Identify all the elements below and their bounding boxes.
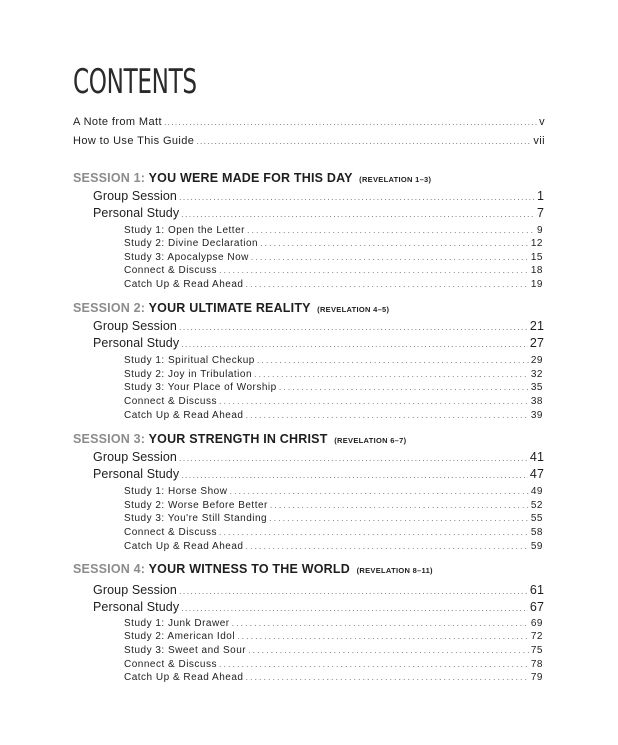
dot-leader bbox=[245, 279, 528, 290]
entry-page: 75 bbox=[530, 645, 543, 656]
toc-entry-study[interactable] bbox=[124, 369, 543, 380]
toc-entry-study[interactable] bbox=[124, 225, 543, 236]
entry-page: v bbox=[539, 116, 545, 128]
session-title: YOUR WITNESS TO THE WORLD bbox=[148, 562, 350, 576]
dot-leader bbox=[219, 659, 529, 670]
entry-page: 7 bbox=[536, 206, 544, 220]
entry-label: How to Use This Guide bbox=[73, 135, 195, 147]
entry-label: Personal Study bbox=[93, 336, 180, 350]
dot-leader bbox=[260, 238, 529, 249]
dot-leader bbox=[179, 450, 528, 464]
entry-label: Group Session bbox=[93, 450, 177, 464]
entry-page: 1 bbox=[536, 189, 544, 203]
toc-entry-study[interactable] bbox=[124, 410, 543, 421]
toc-entry-study[interactable] bbox=[124, 382, 543, 393]
session-reference: (REVELATION 8–11) bbox=[356, 566, 433, 575]
entry-label: Study 1: Junk Drawer bbox=[124, 618, 230, 629]
entry-label: Personal Study bbox=[93, 206, 180, 220]
dot-leader bbox=[247, 225, 535, 236]
entry-page: 55 bbox=[530, 513, 543, 524]
entry-page: 61 bbox=[529, 583, 544, 597]
session-number: SESSION 3: bbox=[73, 432, 146, 446]
dot-leader bbox=[245, 410, 528, 421]
entry-page: 18 bbox=[530, 265, 543, 276]
session-heading[interactable] bbox=[73, 171, 431, 185]
toc-entry-study[interactable] bbox=[124, 672, 543, 683]
entry-page: 69 bbox=[530, 618, 543, 629]
entry-page: 79 bbox=[530, 672, 543, 683]
entry-page: 72 bbox=[530, 631, 543, 642]
toc-entry-study[interactable] bbox=[124, 631, 543, 642]
entry-page: 32 bbox=[530, 369, 543, 380]
dot-leader bbox=[219, 265, 529, 276]
entry-label: Study 2: American Idol bbox=[124, 631, 236, 642]
entry-label: Study 2: Joy in Tribulation bbox=[124, 369, 253, 380]
entry-label: Connect & Discuss bbox=[124, 659, 217, 670]
toc-entry-study[interactable] bbox=[124, 252, 543, 263]
dot-leader bbox=[164, 116, 537, 128]
dot-leader bbox=[219, 527, 529, 538]
toc-entry-study[interactable] bbox=[124, 541, 543, 552]
dot-leader bbox=[279, 382, 529, 393]
entry-page: 19 bbox=[530, 279, 543, 290]
entry-page: 47 bbox=[529, 467, 544, 481]
entry-page: 67 bbox=[529, 600, 544, 614]
dot-leader bbox=[270, 500, 529, 511]
toc-entry-personal-study[interactable] bbox=[93, 336, 544, 350]
toc-entry-study[interactable] bbox=[124, 659, 543, 670]
entry-page: 52 bbox=[530, 500, 543, 511]
toc-entry-group-session[interactable] bbox=[93, 450, 544, 464]
entry-label: Catch Up & Read Ahead bbox=[124, 410, 244, 421]
toc-entry-study[interactable] bbox=[124, 513, 543, 524]
session-number: SESSION 1: bbox=[73, 171, 146, 185]
dot-leader bbox=[248, 645, 529, 656]
entry-label: Study 3: Sweet and Sour bbox=[124, 645, 247, 656]
entry-label: Personal Study bbox=[93, 600, 180, 614]
session-number: SESSION 2: bbox=[73, 301, 146, 315]
toc-entry-study[interactable] bbox=[124, 486, 543, 497]
toc-entry-group-session[interactable] bbox=[93, 319, 544, 333]
entry-label: Catch Up & Read Ahead bbox=[124, 672, 244, 683]
entry-label: Personal Study bbox=[93, 467, 180, 481]
entry-page: 49 bbox=[530, 486, 543, 497]
dot-leader bbox=[179, 189, 535, 203]
toc-entry-study[interactable] bbox=[124, 527, 543, 538]
entry-page: 29 bbox=[530, 355, 543, 366]
toc-entry-group-session[interactable] bbox=[93, 583, 544, 597]
session-reference: (REVELATION 6–7) bbox=[334, 436, 407, 445]
toc-entry-note-from-matt[interactable] bbox=[73, 116, 545, 128]
entry-page: 12 bbox=[530, 238, 543, 249]
dot-leader bbox=[229, 486, 528, 497]
session-heading[interactable] bbox=[73, 562, 433, 576]
dot-leader bbox=[179, 583, 528, 597]
entry-label: Catch Up & Read Ahead bbox=[124, 541, 244, 552]
entry-label: Catch Up & Read Ahead bbox=[124, 279, 244, 290]
toc-entry-study[interactable] bbox=[124, 645, 543, 656]
dot-leader bbox=[179, 319, 528, 333]
toc-entry-study[interactable] bbox=[124, 618, 543, 629]
dot-leader bbox=[245, 541, 528, 552]
session-title: YOUR ULTIMATE REALITY bbox=[148, 301, 311, 315]
entry-page: vii bbox=[533, 135, 545, 147]
page-title: CONTENTS bbox=[73, 62, 197, 102]
dot-leader bbox=[196, 135, 531, 147]
entry-label: Study 3: You're Still Standing bbox=[124, 513, 268, 524]
entry-page: 38 bbox=[530, 396, 543, 407]
toc-entry-group-session[interactable] bbox=[93, 189, 544, 203]
dot-leader bbox=[181, 467, 528, 481]
toc-entry-study[interactable] bbox=[124, 355, 543, 366]
entry-label: Group Session bbox=[93, 319, 177, 333]
entry-label: A Note from Matt bbox=[73, 116, 162, 128]
dot-leader bbox=[269, 513, 529, 524]
entry-page: 58 bbox=[530, 527, 543, 538]
entry-page: 39 bbox=[530, 410, 543, 421]
toc-entry-study[interactable] bbox=[124, 396, 543, 407]
entry-page: 35 bbox=[530, 382, 543, 393]
dot-leader bbox=[245, 672, 528, 683]
toc-entry-personal-study[interactable] bbox=[93, 600, 544, 614]
toc-entry-how-to-use[interactable] bbox=[73, 135, 545, 147]
session-reference: (REVELATION 1–3) bbox=[359, 175, 432, 184]
entry-label: Group Session bbox=[93, 583, 177, 597]
entry-label: Study 2: Worse Before Better bbox=[124, 500, 268, 511]
entry-label: Connect & Discuss bbox=[124, 396, 217, 407]
dot-leader bbox=[232, 618, 529, 629]
dot-leader bbox=[254, 369, 529, 380]
dot-leader bbox=[181, 206, 535, 220]
entry-label: Study 3: Apocalypse Now bbox=[124, 252, 249, 263]
toc-entry-study[interactable] bbox=[124, 238, 543, 249]
dot-leader bbox=[219, 396, 529, 407]
entry-page: 21 bbox=[529, 319, 544, 333]
dot-leader bbox=[181, 600, 528, 614]
entry-page: 41 bbox=[529, 450, 544, 464]
session-number: SESSION 4: bbox=[73, 562, 146, 576]
session-title: YOUR STRENGTH IN CHRIST bbox=[148, 432, 328, 446]
entry-label: Study 1: Horse Show bbox=[124, 486, 228, 497]
entry-label: Study 1: Open the Letter bbox=[124, 225, 245, 236]
entry-label: Connect & Discuss bbox=[124, 527, 217, 538]
toc-entry-study[interactable] bbox=[124, 500, 543, 511]
dot-leader bbox=[237, 631, 529, 642]
entry-label: Study 1: Spiritual Checkup bbox=[124, 355, 255, 366]
entry-label: Study 2: Divine Declaration bbox=[124, 238, 259, 249]
toc-entry-study[interactable] bbox=[124, 279, 543, 290]
toc-entry-personal-study[interactable] bbox=[93, 206, 544, 220]
dot-leader bbox=[181, 336, 528, 350]
entry-page: 59 bbox=[530, 541, 543, 552]
entry-page: 15 bbox=[530, 252, 543, 263]
toc-entry-personal-study[interactable] bbox=[93, 467, 544, 481]
entry-page: 78 bbox=[530, 659, 543, 670]
session-heading[interactable] bbox=[73, 301, 389, 315]
entry-page: 9 bbox=[536, 225, 543, 236]
dot-leader bbox=[251, 252, 529, 263]
entry-page: 27 bbox=[529, 336, 544, 350]
dot-leader bbox=[257, 355, 529, 366]
session-title: YOU WERE MADE FOR THIS DAY bbox=[148, 171, 353, 185]
session-reference: (REVELATION 4–5) bbox=[317, 305, 390, 314]
toc-entry-study[interactable] bbox=[124, 265, 543, 276]
session-heading[interactable] bbox=[73, 432, 406, 446]
entry-label: Group Session bbox=[93, 189, 177, 203]
entry-label: Study 3: Your Place of Worship bbox=[124, 382, 277, 393]
entry-label: Connect & Discuss bbox=[124, 265, 217, 276]
